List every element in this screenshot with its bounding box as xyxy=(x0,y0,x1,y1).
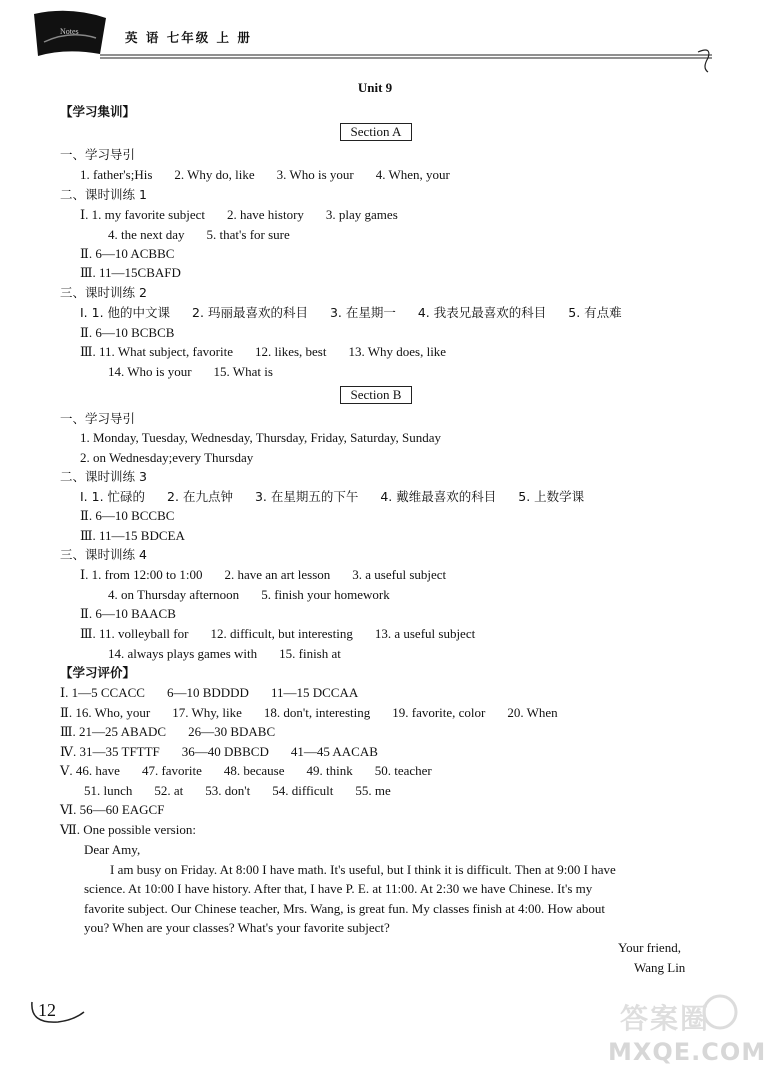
answer-item: 2. have an art lesson xyxy=(224,567,331,582)
a-line-2a xyxy=(80,207,420,223)
answer-item: Ⅱ. 16. Who, your xyxy=(60,705,151,720)
book-title: 英 语 七年级 上 册 xyxy=(125,30,252,45)
answer-item: 4. 戴维最喜欢的科目 xyxy=(380,489,497,504)
letter-sign-2: Wang Lin xyxy=(634,960,686,975)
letter-line-2: science. At 10:00 I have history. After that, I have P. E. at 11:00. At 2:30 we have Chinese. It's my xyxy=(84,881,593,896)
eval-line-7: Ⅵ. 56—60 EAGCF xyxy=(60,802,165,817)
answer-item: 17. Why, like xyxy=(172,705,242,720)
answer-item: 15. What is xyxy=(213,364,273,379)
answer-item: 14. Who is your xyxy=(108,364,192,379)
answer-item: 4. When, your xyxy=(375,167,450,182)
section-heading-xxpj: 【学习评价】 xyxy=(60,665,136,680)
eval-line-4 xyxy=(60,744,400,760)
answer-item: 48. because xyxy=(223,763,285,778)
answer-item: 36—40 DBBCD xyxy=(181,744,269,759)
answer-item: 3. Who is your xyxy=(276,167,354,182)
eval-line-2 xyxy=(60,705,580,721)
answer-item: 14. always plays games with xyxy=(108,646,258,661)
answer-item: 5. 有点难 xyxy=(568,305,622,320)
answer-item: 41—45 AACAB xyxy=(290,744,378,759)
a-line-3d xyxy=(108,364,295,380)
answer-item: 2. 玛丽最喜欢的科目 xyxy=(192,305,308,320)
answer-item: 18. don't, interesting xyxy=(263,705,371,720)
section-a-box: Section A xyxy=(340,123,412,141)
b-line-8: Ⅱ. 6—10 BAACB xyxy=(80,606,176,621)
a-line-3c xyxy=(80,344,468,360)
answer-item: Ⅳ. 31—35 TFTTF xyxy=(60,744,160,759)
a-heading-1: 一、学习导引 xyxy=(60,147,136,162)
b-heading-3: 三、课时训练 4 xyxy=(60,547,147,562)
answer-item: 52. at xyxy=(154,783,184,798)
b-line-10 xyxy=(108,646,363,662)
answer-item: 5. finish your homework xyxy=(261,587,390,602)
answer-item: Ⅲ. 21—25 ABADC xyxy=(60,724,167,739)
eval-line-3 xyxy=(60,724,297,740)
page-header xyxy=(0,0,750,80)
a-line-3a xyxy=(80,305,644,321)
a-heading-2: 二、课时训练 1 xyxy=(60,187,147,202)
a-line-1 xyxy=(80,167,472,183)
book-logo-icon xyxy=(30,8,110,60)
answer-item: Ⅰ. 1. my favorite subject xyxy=(80,207,205,222)
answer-item: 53. don't xyxy=(205,783,251,798)
answer-item: 3. a useful subject xyxy=(352,567,447,582)
b-line-5: Ⅲ. 11—15 BDCEA xyxy=(80,528,185,543)
answer-item: 47. favorite xyxy=(141,763,202,778)
header-rule xyxy=(100,54,712,60)
letter-line-4: you? When are your classes? What's your favorite subject? xyxy=(84,920,390,935)
letter-sign-1: Your friend, xyxy=(618,940,681,955)
answer-item: 12. difficult, but interesting xyxy=(210,626,353,641)
page-number-curve-icon xyxy=(28,998,88,1028)
a-heading-3: 三、课时训练 2 xyxy=(60,285,147,300)
answer-item: Ⅲ. 11. volleyball for xyxy=(80,626,189,641)
b-line-7 xyxy=(108,587,412,603)
answer-item: 5. that's for sure xyxy=(206,227,290,242)
answer-item: 4. on Thursday afternoon xyxy=(108,587,240,602)
answer-item: 54. difficult xyxy=(272,783,334,798)
b-line-6 xyxy=(80,567,468,583)
b-line-4: Ⅱ. 6—10 BCCBC xyxy=(80,508,175,523)
a-line-2d: Ⅲ. 11—15CBAFD xyxy=(80,265,181,280)
answer-item: 6—10 BDDDD xyxy=(166,685,249,700)
watermark-url: MXQE.COM xyxy=(608,1038,766,1066)
answer-item: 26—30 BDABC xyxy=(188,724,276,739)
answer-item: Ⅲ. 11. What subject, favorite xyxy=(80,344,233,359)
answer-item: Ⅰ. 1. 忙碌的 xyxy=(80,489,146,504)
answer-item: Ⅰ. 1. from 12:00 to 1:00 xyxy=(80,567,203,582)
eval-line-6 xyxy=(84,783,413,799)
answer-item: 55. me xyxy=(355,783,391,798)
answer-item: 15. finish at xyxy=(279,646,341,661)
answer-item: 4. the next day xyxy=(108,227,185,242)
answer-item: 12. likes, best xyxy=(254,344,327,359)
answer-item: Ⅴ. 46. have xyxy=(60,763,120,778)
watermark-cn: 答案圈 xyxy=(620,1002,711,1035)
a-line-2c: Ⅱ. 6—10 ACBBC xyxy=(80,246,175,261)
answer-item: 3. 在星期五的下午 xyxy=(254,489,359,504)
b-line-9 xyxy=(80,626,497,642)
answer-item: 50. teacher xyxy=(374,763,432,778)
b-heading-2: 二、课时训练 3 xyxy=(60,469,147,484)
answer-item: Ⅰ. 1—5 CCACC xyxy=(60,685,145,700)
answer-item: 2. Why do, like xyxy=(174,167,255,182)
letter-greeting: Dear Amy, xyxy=(84,842,141,857)
b-heading-1: 一、学习导引 xyxy=(60,411,136,426)
b-line-2: 2. on Wednesday;every Thursday xyxy=(80,450,254,465)
answer-item: 13. a useful subject xyxy=(374,626,476,641)
answer-item: 5. 上数学课 xyxy=(518,489,585,504)
svg-text:Notes: Notes xyxy=(60,27,79,36)
answer-item: 2. 在九点钟 xyxy=(167,489,233,504)
eval-line-5 xyxy=(60,763,454,779)
a-line-3b: Ⅱ. 6—10 BCBCB xyxy=(80,325,175,340)
answer-item: 51. lunch xyxy=(84,783,133,798)
header-flourish-icon xyxy=(694,44,718,74)
answer-item: 3. play games xyxy=(325,207,398,222)
answer-item: 19. favorite, color xyxy=(392,705,486,720)
answer-item: 3. 在星期一 xyxy=(329,305,396,320)
letter-line-1: I am busy on Friday. At 8:00 I have math. It's useful, but I think it is difficult. Then at 9:00 I have xyxy=(110,862,616,877)
answer-item: 1. father's;His xyxy=(80,167,153,182)
answer-item: 4. 我表兄最喜欢的科目 xyxy=(417,305,547,320)
answer-item: Ⅰ. 1. 他的中文课 xyxy=(80,305,171,320)
eval-line-1 xyxy=(60,685,380,701)
answer-item: 49. think xyxy=(306,763,353,778)
letter-line-3: favorite subject. Our Chinese teacher, Mrs. Wang, is great fun. My classes finish at 4:00. How about xyxy=(84,901,605,916)
section-heading-xxjx: 【学习集训】 xyxy=(60,104,136,119)
b-line-1: 1. Monday, Tuesday, Wednesday, Thursday, Friday, Saturday, Sunday xyxy=(80,430,441,445)
page-number: 12 xyxy=(38,1000,56,1020)
answer-item: 13. Why does, like xyxy=(348,344,447,359)
answer-item: 11—15 DCCAA xyxy=(270,685,359,700)
unit-title: Unit 9 xyxy=(357,80,393,95)
section-b-box: Section B xyxy=(340,386,412,404)
a-line-2b xyxy=(108,227,312,243)
b-line-3 xyxy=(80,489,606,505)
eval-line-8: Ⅶ. One possible version: xyxy=(60,822,196,837)
answer-item: 20. When xyxy=(507,705,558,720)
answer-item: 2. have history xyxy=(227,207,304,222)
